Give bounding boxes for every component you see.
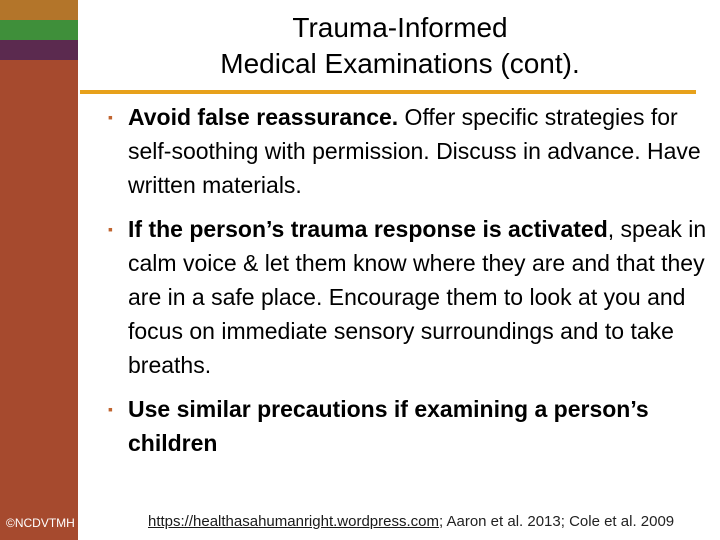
- bullet-bold-text: If the person’s trauma response is activated: [128, 216, 608, 242]
- sidebar-color-block: [0, 0, 78, 20]
- bullet-marker-icon: ▪: [108, 221, 113, 237]
- bullet-text: , speak in calm voice & let them know where they are and that they are in a safe place. Encourage them to look at you and focus on immediate sensory surroundings and to take breaths.: [128, 216, 707, 378]
- bullet-item: [108, 100, 708, 202]
- citation-text: ; Aaron et al. 2013; Cole et al. 2009: [438, 513, 675, 530]
- copyright-label: ©NCDVTMH: [6, 516, 75, 530]
- bullet-bold-text: Use similar precautions if examining a person’s children: [128, 396, 649, 456]
- bullet-item: [108, 392, 708, 460]
- sidebar-color-block: [0, 40, 78, 60]
- title-underline: [80, 90, 696, 94]
- bullet-list: [108, 100, 708, 470]
- title-line-2: Medical Examinations (cont).: [220, 48, 580, 79]
- decorative-sidebar: [0, 0, 78, 540]
- bullet-marker-icon: ▪: [108, 109, 113, 125]
- bullet-text: Offer specific strategies for self-soothing with permission. Discuss in advance. Have written materials.: [128, 104, 701, 198]
- bullet-marker-icon: ▪: [108, 401, 113, 417]
- slide-title: [90, 10, 710, 82]
- title-line-1: Trauma-Informed: [292, 12, 508, 43]
- bullet-bold-text: Avoid false reassurance.: [128, 104, 399, 130]
- source-link[interactable]: https://healthasahumanright.wordpress.com: [148, 513, 439, 530]
- sidebar-color-block: [0, 20, 78, 40]
- bullet-item: [108, 212, 708, 382]
- citation-footer: [148, 513, 720, 530]
